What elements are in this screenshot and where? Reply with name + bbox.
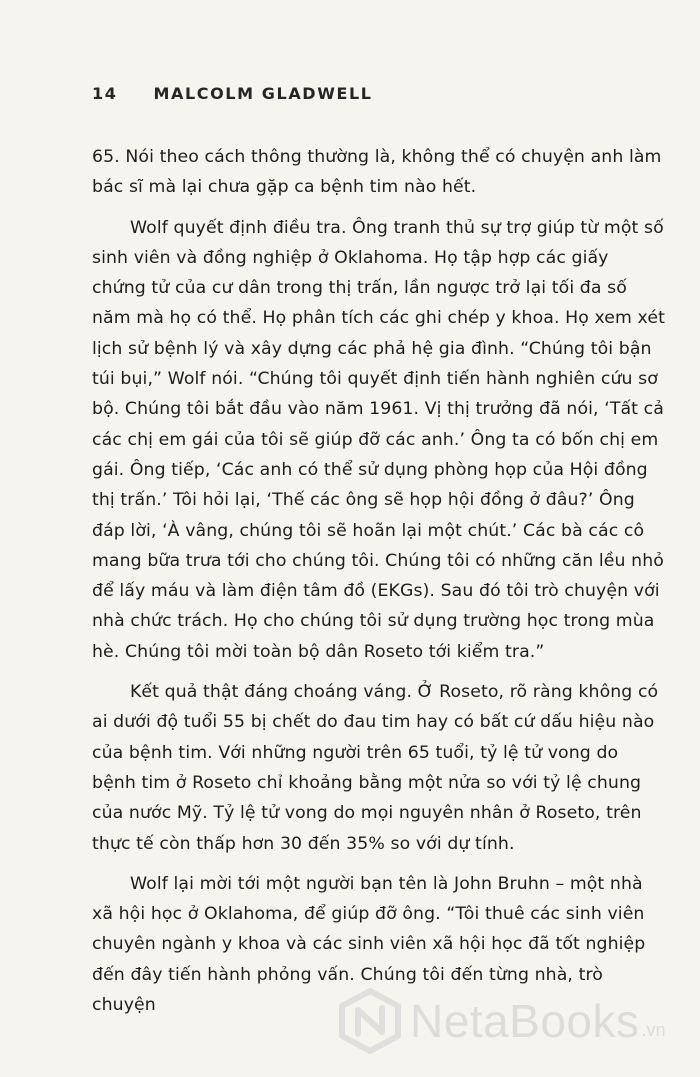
running-header-author: MALCOLM GLADWELL — [153, 84, 373, 103]
paragraph: Wolf lại mời tới một người bạn tên là John Bruhn – một nhà xã hội học ở Oklahoma, để giúp đỡ ông. “Tôi thuê các sinh viên chuyên ngành y khoa và các sinh viên xã hội học đã tốt nghiệp đến đây tiến hành phỏng vấn. Chúng tôi đến từng nhà, trò chuyện — [92, 873, 646, 1016]
netabooks-logo-icon — [338, 988, 402, 1054]
watermark-tld: .vn — [641, 1019, 666, 1040]
paragraph: Wolf quyết định điều tra. Ông tranh thủ sự trợ giúp từ một số sinh viên và đồng nghiệp ở Oklahoma. Họ tập hợp các giấy chứng tử của cư dân trong thị trấn, lần ngược trở lại tối đa số năm mà họ có thể. Họ phân tích các ghi chép y khoa. Họ xem xét lịch sử bệnh lý và xây dựng các phả hệ gia đình. “Chúng tôi bận túi bụi,” Wolf nói. “Chúng tôi quyết định tiến hành nghiên cứu sơ bộ. Chúng tôi bắt đầu vào năm 1961. Vị thị trưởng đã nói, ‘Tất cả các chị em gái của tôi sẽ giúp đỡ các anh.’ Ông ta có bốn chị em gái. Ông tiếp, ‘Các anh có thể sử dụng phòng họp của Hội đồng thị trấn.’ Tôi hỏi lại, ‘Thế các ông sẽ họp hội đồng ở đâu?’ Ông đáp lời, ‘À vâng, chúng tôi sẽ hoãn lại một chút.’ Các bà các cô mang bữa trưa tới cho chúng tôi. Chúng tôi có những căn lều nhỏ để lấy máu và làm điện tâm đồ (EKGs). Sau đó tôi trò chuyện với nhà chức trách. Họ cho chúng tôi sử dụng trường học trong mùa hè. Chúng tôi mời toàn bộ dân Roseto tới kiểm tra.” — [92, 217, 665, 662]
paragraph-continued: 65. Nói theo cách thông thường là, không thể có chuyện anh làm bác sĩ mà lại chưa gặp ca bệnh tim nào hết. — [92, 147, 662, 198]
page-number: 14 — [92, 84, 118, 103]
watermark — [338, 988, 666, 1054]
paragraph: Kết quả thật đáng choáng váng. Ở Roseto, rõ ràng không có ai dưới độ tuổi 55 bị chết do đau tim hay có bất cứ dấu hiệu nào của bệnh tim. Với những người trên 65 tuổi, tỷ lệ tử vong do bệnh tim ở Roseto chỉ khoảng bằng một nửa so với tỷ lệ chung của nước Mỹ. Tỷ lệ tử vong do mọi nguyên nhân ở Roseto, trên thực tế còn thấp hơn 30 đến 35% so với dự tính. — [92, 682, 659, 854]
watermark-brand: NetaBooks — [410, 995, 640, 1047]
page-body — [92, 142, 666, 1020]
running-header — [92, 84, 373, 103]
